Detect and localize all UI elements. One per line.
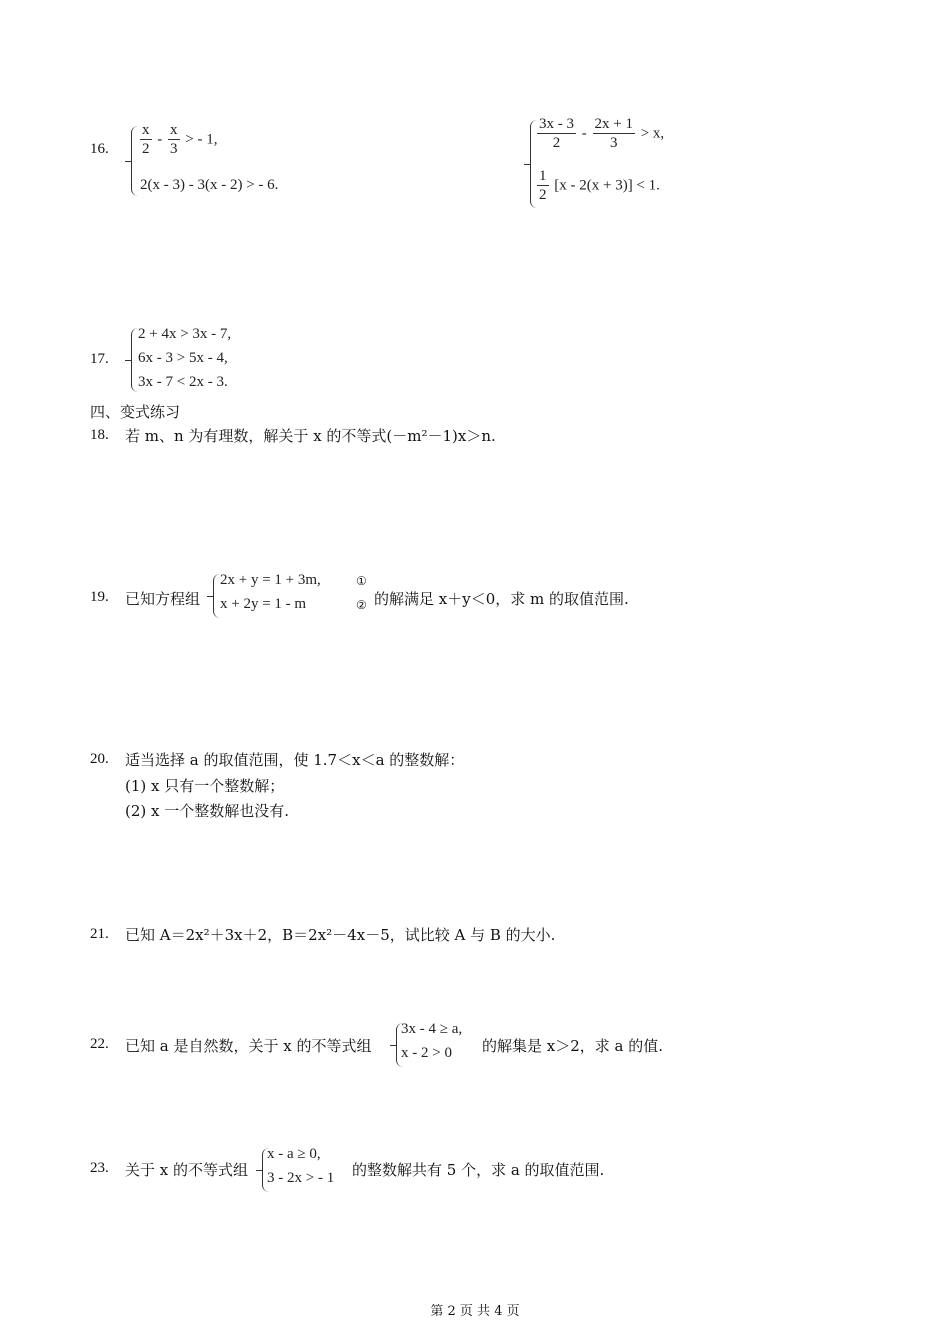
marker-2: ② xyxy=(356,598,367,612)
section-heading: 四、变式练习 xyxy=(90,403,181,421)
brace-icon xyxy=(131,126,138,196)
question-number-16: 16. xyxy=(90,141,109,157)
question-20-sub2: (2) x 一个整数解也没有. xyxy=(125,802,290,820)
question-number-18: 18. xyxy=(90,427,109,443)
question-21-text: 已知 A＝2x²＋3x＋2，B＝2x²－4x－5，试比较 A 与 B 的大小. xyxy=(125,926,556,944)
question-number-17: 17. xyxy=(90,351,109,367)
question-number-20: 20. xyxy=(90,751,109,767)
page-footer: 第 2 页 共 4 页 xyxy=(430,1304,520,1319)
question-23-suffix: 的整数解共有 5 个，求 a 的取值范围. xyxy=(352,1161,605,1179)
question-number-22: 22. xyxy=(90,1036,109,1052)
question-23-prefix: 关于 x 的不等式组 xyxy=(125,1161,248,1179)
question-22-suffix: 的解集是 x＞2，求 a 的值. xyxy=(482,1037,664,1055)
question-20-text: 适当选择 a 的取值范围，使 1.7＜x＜a 的整数解： xyxy=(125,751,465,769)
question-18-text: 若 m、n 为有理数，解关于 x 的不等式(－m²－1)x＞n. xyxy=(125,427,496,445)
question-number-21: 21. xyxy=(90,926,109,942)
question-20-sub1: (1) x 只有一个整数解； xyxy=(125,777,285,795)
brace-icon xyxy=(131,328,138,392)
question-19-prefix: 已知方程组 xyxy=(125,590,201,608)
question-number-23: 23. xyxy=(90,1160,109,1176)
question-19-suffix: 的解满足 x＋y＜0，求 m 的取值范围. xyxy=(374,590,629,608)
brace-icon xyxy=(213,574,220,618)
marker-1: ① xyxy=(356,574,367,588)
question-22-prefix: 已知 a 是自然数，关于 x 的不等式组 xyxy=(125,1037,372,1055)
question-number-19: 19. xyxy=(90,589,109,605)
